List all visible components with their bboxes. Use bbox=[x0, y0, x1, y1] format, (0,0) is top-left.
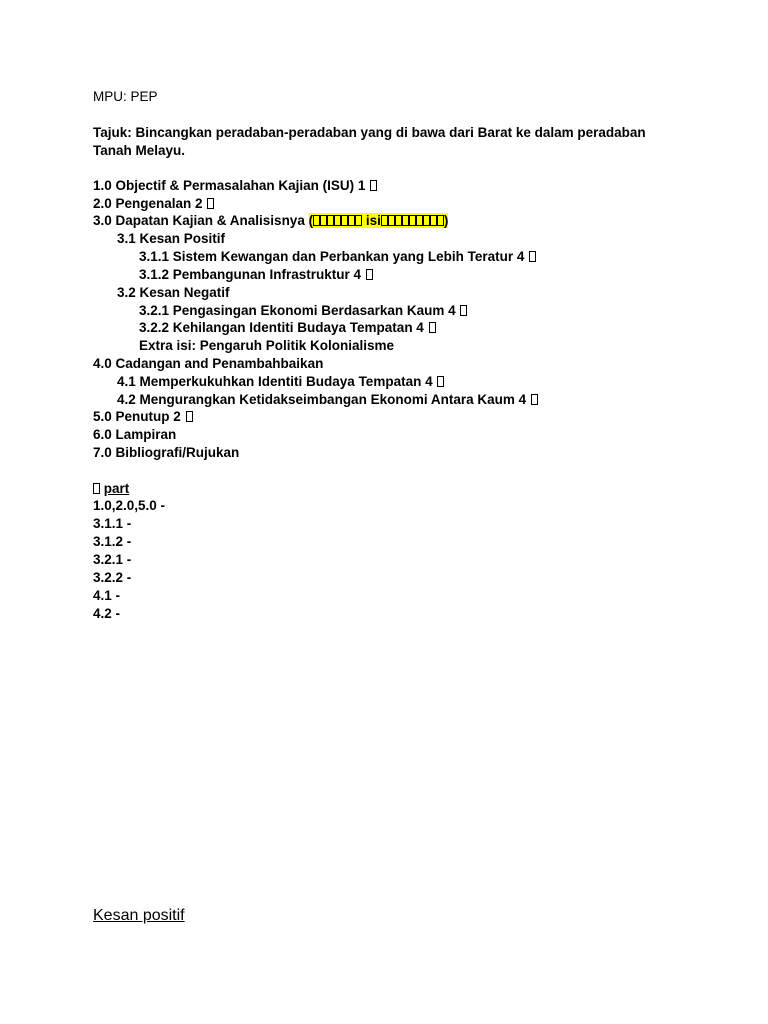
outline-item-4-1: 4.1 Memperkukuhkan Identiti Budaya Tempatan 4 bbox=[117, 373, 444, 390]
section-heading-kesan-positif: Kesan positif bbox=[93, 907, 185, 924]
title-line-2: Tanah Melayu. bbox=[93, 143, 186, 158]
title-line-1: Tajuk: Bincangkan peradaban-peradaban yang di bawa dari Barat ke dalam peradaban bbox=[93, 125, 646, 140]
outline-item-3: 3.0 Dapatan Kajian & Analisisnya ( isi ) bbox=[93, 213, 449, 228]
part-item: 1.0,2.0,5.0 - bbox=[93, 498, 166, 513]
course-code: MPU: PEP bbox=[93, 89, 158, 104]
outline-item-4-2: 4.2 Mengurangkan Ketidakseimbangan Ekonomi Antara Kaum 4 bbox=[117, 391, 538, 408]
part-item: 3.2.1 - bbox=[93, 552, 132, 567]
outline-item-4: 4.0 Cadangan and Penambahbaikan bbox=[93, 356, 324, 371]
part-item: 3.2.2 - bbox=[93, 570, 132, 585]
outline-item-1: 1.0 Objectif & Permasalahan Kajian (ISU) 1 bbox=[93, 177, 377, 194]
highlighted-note: ( isi ) bbox=[308, 213, 449, 228]
part-item: 4.1 - bbox=[93, 588, 121, 603]
outline-extra-isi: Extra isi: Pengaruh Politik Kolonialisme bbox=[139, 338, 395, 353]
outline-item-7: 7.0 Bibliografi/Rujukan bbox=[93, 445, 240, 460]
outline-item-5: 5.0 Penutup 2 bbox=[93, 408, 193, 425]
outline-item-3-2: 3.2 Kesan Negatif bbox=[117, 285, 230, 300]
part-item: 4.2 - bbox=[93, 606, 121, 621]
part-item: 3.1.1 - bbox=[93, 516, 132, 531]
missing-glyph-box bbox=[370, 180, 377, 191]
outline-item-3-1: 3.1 Kesan Positif bbox=[117, 231, 226, 246]
outline-item-6: 6.0 Lampiran bbox=[93, 427, 177, 442]
missing-glyph-box bbox=[207, 198, 214, 209]
outline-item-3-2-2: 3.2.2 Kehilangan Identiti Budaya Tempatan 4 bbox=[139, 319, 436, 336]
part-item: 3.1.2 - bbox=[93, 534, 132, 549]
outline-item-3-2-1: 3.2.1 Pengasingan Ekonomi Berdasarkan Kaum 4 bbox=[139, 302, 467, 319]
outline-item-3-1-1: 3.1.1 Sistem Kewangan dan Perbankan yang Lebih Teratur 4 bbox=[139, 248, 536, 265]
outline-item-2: 2.0 Pengenalan 2 bbox=[93, 195, 214, 212]
outline-item-3-1-2: 3.1.2 Pembangunan Infrastruktur 4 bbox=[139, 266, 373, 283]
part-heading: part bbox=[93, 480, 129, 497]
